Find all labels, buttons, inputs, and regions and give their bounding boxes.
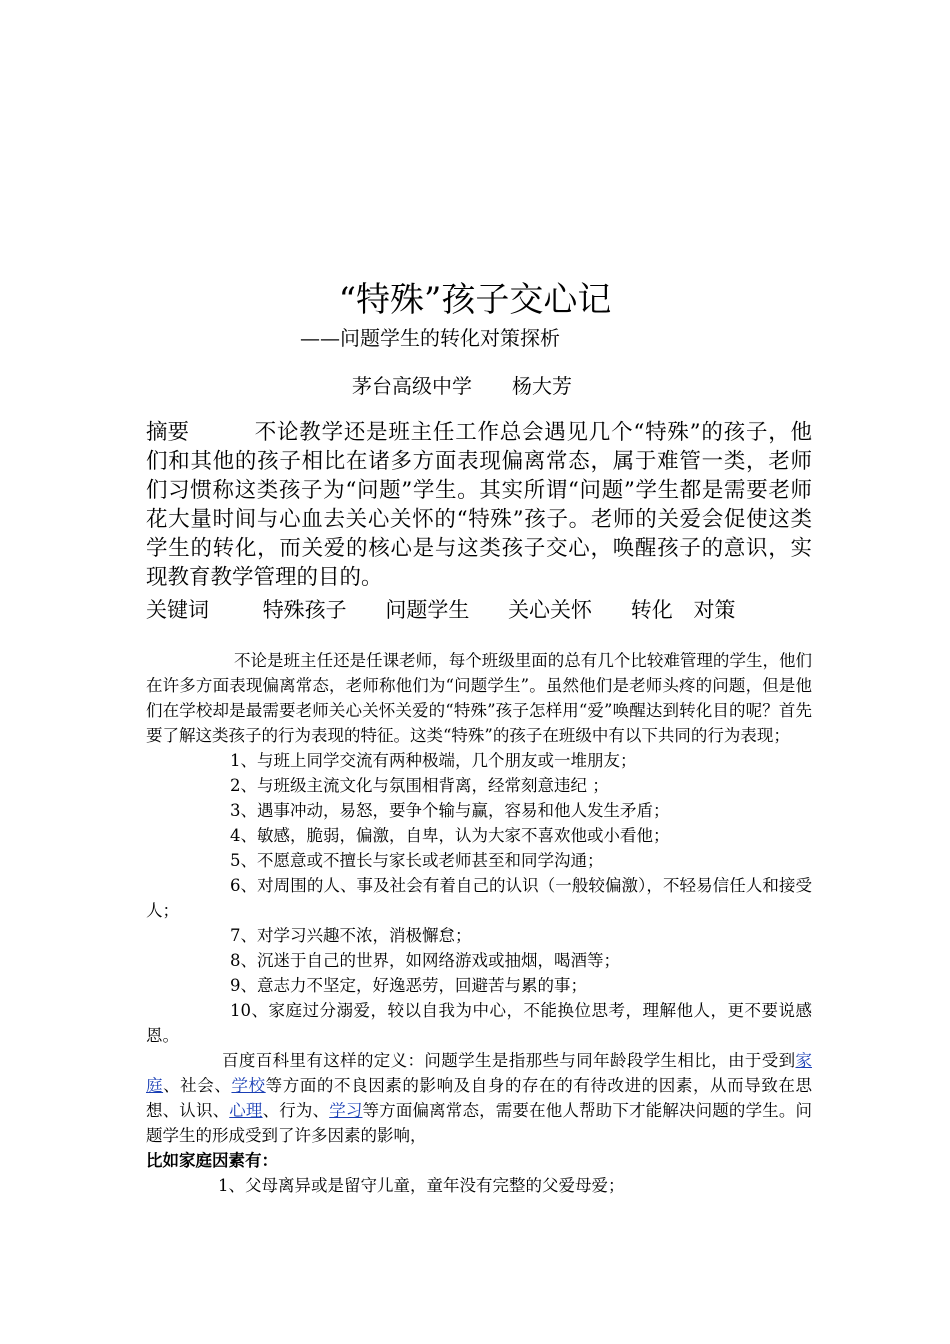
behavior-item: 10、家庭过分溺爱，较以自我为中心，不能换位思考，理解他人，更不要说感恩。	[146, 1001, 812, 1045]
body-text	[146, 648, 812, 1198]
link-psychology[interactable]: 心理	[229, 1101, 263, 1120]
keyword-item: 转化	[630, 598, 673, 622]
behavior-item: 7、对学习兴趣不浓，消极懈怠；	[230, 926, 472, 945]
behavior-item: 4、敏感，脆弱，偏激，自卑，认为大家不喜欢他或小看他；	[230, 826, 670, 845]
behavior-item: 9、意志力不坚定，好逸恶劳，回避苦与累的事；	[230, 976, 587, 995]
author-line	[352, 372, 572, 400]
page-title: “特殊”孩子交心记	[338, 280, 612, 320]
behavior-item: 6、对周围的人、事及社会有着自己的认识（一般较偏激），不轻易信任人和接受人；	[146, 876, 812, 920]
definition-text: 等方面的不良因素的影响及自身的存在的有待改进的因素，从而导致在思想、认识、	[146, 1076, 813, 1120]
keyword-item: 问题学生	[385, 598, 470, 622]
keyword-item: 关心关怀	[508, 598, 593, 622]
definition-text: 百度百科里有这样的定义：问题学生是指那些与同年龄段学生相比，由于受到	[222, 1051, 796, 1070]
author-name: 杨大芳	[512, 374, 572, 398]
link-study[interactable]: 学习	[329, 1101, 363, 1120]
family-factors-heading: 比如家庭因素有：	[146, 1151, 278, 1170]
abstract-text: 不论教学还是班主任工作总会遇见几个“特殊”的孩子，他们和其他的孩子相比在诸多方面表现偏离常态，属于难管一类，老师们习惯称这类孩子为“问题”学生。其实所谓“问题”学生都是需要老师花大量时间与心血去关心关怀的“特殊”孩子。老师的关爱会促使这类学生的转化，而关爱的核心是与这类孩子交心，唤醒孩子的意识，实现教育教学管理的目的。	[146, 420, 813, 590]
definition-paragraph	[146, 1048, 812, 1148]
keyword-item: 对策	[693, 598, 736, 622]
definition-text: 、行为、	[262, 1101, 330, 1120]
keyword-item: 特殊孩子	[262, 598, 347, 622]
definition-text: 等方面偏离常态，需要在他人帮助下才能解决问题的学生。问题学生的形成受到了许多因素的影响，	[146, 1101, 813, 1145]
behavior-item: 5、不愿意或不擅长与家长或老师甚至和同学沟通；	[230, 851, 604, 870]
definition-text: 、社会、	[163, 1076, 232, 1095]
behavior-item: 8、沉迷于自己的世界，如网络游戏或抽烟，喝酒等；	[230, 951, 620, 970]
abstract	[146, 418, 812, 592]
behavior-item: 1、与班上同学交流有两种极端，几个朋友或一堆朋友；	[230, 751, 637, 770]
link-school[interactable]: 学校	[231, 1076, 266, 1095]
behavior-item: 3、遇事冲动，易怒，要争个输与赢，容易和他人发生矛盾；	[230, 801, 670, 820]
behavior-item: 2、与班级主流文化与氛围相背离，经常刻意违纪 ；	[230, 776, 609, 795]
subtitle: ——问题学生的转化对策探析	[300, 326, 560, 350]
keywords	[146, 595, 735, 625]
family-factor-item: 1、父母离异或是留守儿童，童年没有完整的父爱母爱；	[218, 1176, 625, 1195]
author-school: 茅台高级中学	[352, 374, 472, 398]
intro-paragraph: 不论是班主任还是任课老师，每个班级里面的总有几个比较难管理的学生，他们在许多方面表现偏离常态，老师称他们为“问题学生”。虽然他们是老师头疼的问题，但是他们在学校却是最需要老师关心关怀关爱的“特殊”孩子怎样用“爱”唤醒达到转化目的呢？首先要了解这类孩子的行为表现的特征。这类“特殊”的孩子在班级中有以下共同的行为表现；	[146, 651, 812, 745]
abstract-label: 摘要	[146, 420, 190, 445]
link-family[interactable]: 家庭	[146, 1051, 812, 1095]
keywords-label: 关键词	[146, 598, 209, 622]
